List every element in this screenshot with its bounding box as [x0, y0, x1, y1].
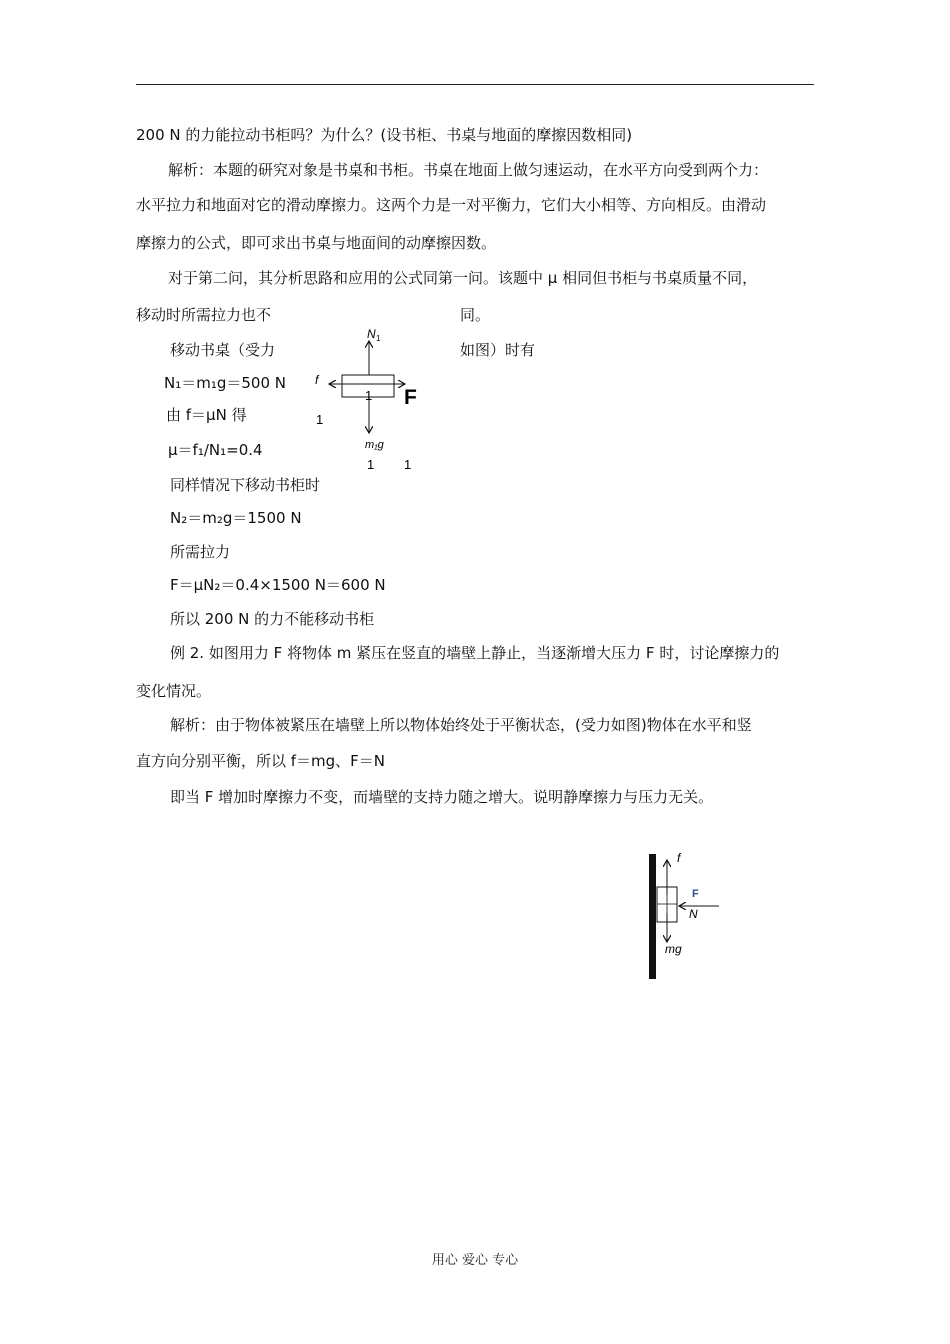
text-line: 所需拉力	[170, 543, 231, 561]
text-line: 变化情况。	[136, 682, 212, 700]
text-line: 解析：由于物体被紧压在墙壁上所以物体始终处于平衡状态，(受力如图)物体在水平和竖	[170, 716, 752, 734]
wall	[649, 854, 656, 979]
text-line: 同样情况下移动书柜时	[170, 476, 321, 494]
text-line: 解析：本题的研究对象是书桌和书柜。书桌在地面上做匀速运动，在水平方向受到两个力：	[168, 161, 769, 179]
normal-force-label: N	[689, 907, 698, 921]
wall-force-diagram	[640, 845, 740, 985]
equation-line: N₁＝m₁g＝500 N	[164, 374, 286, 392]
header-rule	[136, 84, 814, 85]
equation-line: μ＝f₁/N₁=0.4	[168, 441, 263, 459]
equation-line: F＝μN₂＝0.4×1500 N＝600 N	[170, 576, 386, 594]
text-line: 如图）时有	[460, 341, 536, 359]
text-line: 即当 F 增加时摩擦力不变，而墙壁的支持力随之增大。说明静摩擦力与压力无关。	[170, 788, 714, 806]
text-line: 所以 200 N 的力不能移动书柜	[170, 610, 375, 628]
text-line: 移动时所需拉力也不	[136, 306, 272, 324]
digit-label: 1	[365, 388, 373, 403]
gravity-label: m₁g	[365, 439, 384, 451]
pull-force-label: F	[404, 386, 417, 409]
equation-line: N₂＝m₂g＝1500 N	[170, 509, 302, 527]
normal-force-label: N	[367, 327, 376, 341]
friction-label: f	[677, 851, 681, 865]
gravity-label: mg	[665, 942, 682, 956]
text-line: 200 N 的力能拉动书柜吗？为什么？(设书柜、书桌与地面的摩擦因数相同)	[136, 126, 633, 144]
text-line: 对于第二问，其分析思路和应用的公式同第一问。该题中 μ 相同但书柜与书桌质量不同，	[168, 269, 758, 287]
push-force-label: F	[692, 888, 699, 900]
equation-line: 由 f＝μN 得	[166, 406, 247, 424]
text-line: 摩擦力的公式，即可求出书桌与地面间的动摩擦因数。	[136, 234, 497, 252]
text-line: 同。	[460, 306, 491, 324]
digit-label: 1	[367, 457, 375, 472]
page-footer: 用心 爱心 专心	[431, 1253, 519, 1268]
digit-label: 1	[316, 412, 324, 427]
text-line: 直方向分别平衡，所以 f＝mg、F＝N	[136, 752, 386, 770]
desk-force-diagram	[300, 320, 440, 480]
text-line: 水平拉力和地面对它的滑动摩擦力。这两个力是一对平衡力，它们大小相等、方向相反。由滑动	[136, 196, 767, 214]
text-line: 例 2. 如图用力 F 将物体 m 紧压在竖直的墙壁上静止，当逐渐增大压力 F 时，讨论摩擦力的	[170, 644, 780, 662]
normal-force-subscript: 1	[376, 334, 381, 343]
text-line: 移动书桌（受力	[170, 341, 276, 359]
friction-label: f	[315, 373, 319, 387]
digit-label: 1	[404, 457, 412, 472]
